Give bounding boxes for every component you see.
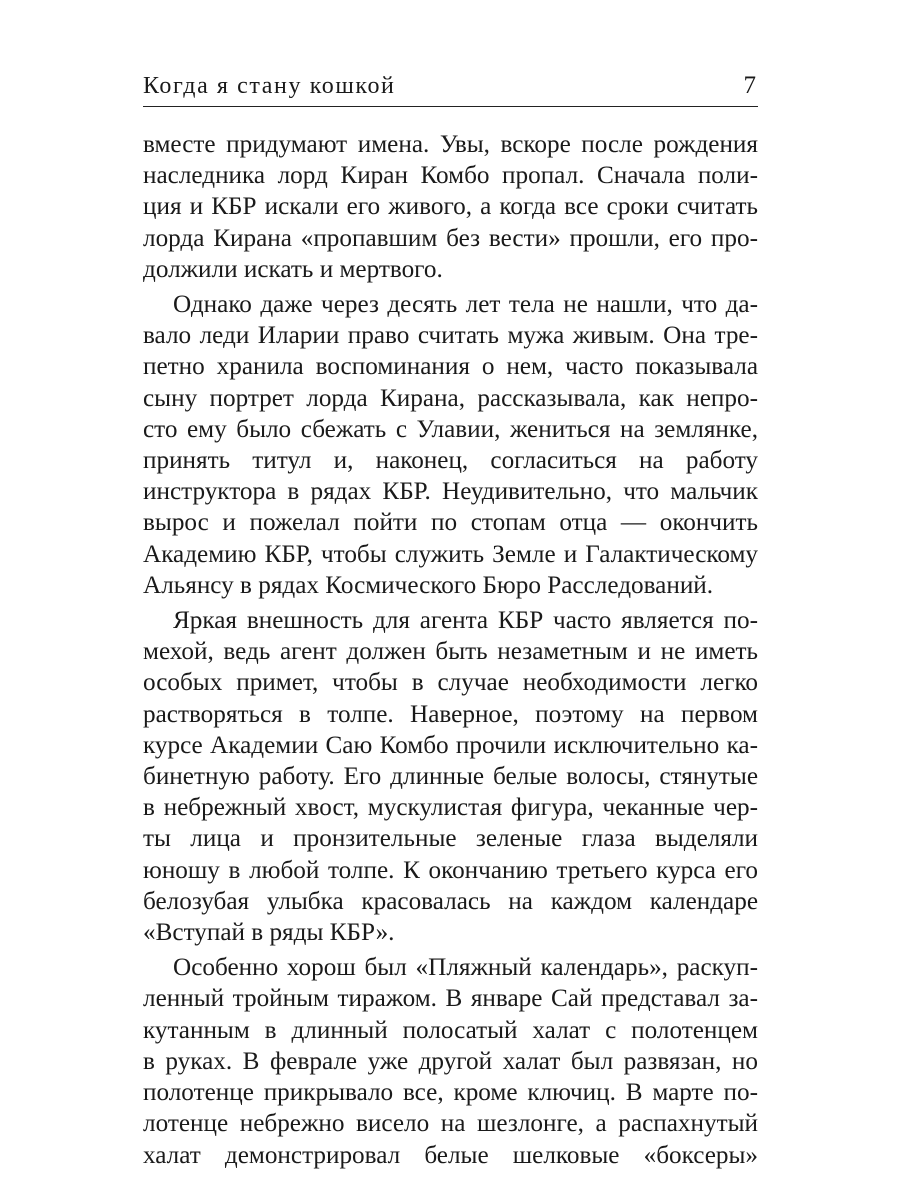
page-number: 7 bbox=[743, 72, 756, 99]
text-line: ты лица и пронзительные зеленые глаза выделяли bbox=[143, 825, 758, 853]
text-line: петно хранила воспоминания о нем, часто показывала bbox=[143, 353, 758, 381]
text-line: Яркая внешность для агента КБР часто является по- bbox=[173, 607, 758, 635]
text-line: наследника лорд Киран Комбо пропал. Сначала поли- bbox=[143, 162, 758, 190]
text-line: Особенно хорош был «Пляжный календарь», раскуп- bbox=[173, 954, 758, 982]
running-title: Когда я стану кошкой bbox=[143, 73, 396, 99]
text-line: в руках. В феврале уже другой халат был развязан, но bbox=[143, 1047, 758, 1075]
running-header bbox=[143, 60, 758, 107]
text-line: курсе Академии Саю Комбо прочили исключительно ка- bbox=[143, 731, 758, 759]
body-text bbox=[143, 129, 758, 1171]
text-line: вало леди Иларии право считать мужа живым. Она тре- bbox=[143, 322, 758, 350]
text-line: сто ему было сбежать с Улавии, жениться на землянке, bbox=[143, 415, 758, 443]
text-line: кутанным в длинный полосатый халат с полотенцем bbox=[143, 1016, 758, 1044]
paragraph bbox=[143, 952, 758, 1170]
paragraph bbox=[143, 129, 758, 285]
text-line: в небрежный хвост, мускулистая фигура, чеканные чер- bbox=[143, 794, 758, 822]
text-line: полотенце прикрывало все, кроме ключиц. В марте по- bbox=[143, 1079, 758, 1107]
text-line: инструктора в рядах КБР. Неудивительно, что мальчик bbox=[143, 478, 758, 506]
text-line: лорда Кирана «пропавшим без вести» прошли, его про- bbox=[143, 224, 758, 252]
text-line: мехой, ведь агент должен быть незаметным и не иметь bbox=[143, 638, 758, 666]
text-line: белозубая улыбка красовалась на каждом календаре bbox=[143, 887, 758, 915]
text-line: ция и КБР искали его живого, а когда все сроки считать bbox=[143, 193, 758, 221]
text-line: лотенце небрежно висело на шезлонге, а распахнутый bbox=[143, 1110, 758, 1138]
text-line: вместе придумают имена. Увы, вскоре после рождения bbox=[143, 131, 758, 158]
book-page bbox=[143, 60, 758, 1175]
text-line: Однако даже через десять лет тела не нашли, что да- bbox=[173, 291, 758, 319]
text-line: «Вступай в ряды КБР». bbox=[143, 919, 395, 947]
text-line: Академию КБР, чтобы служить Земле и Галактическому bbox=[143, 540, 758, 568]
paragraph bbox=[143, 289, 758, 601]
text-line: должили искать и мертвого. bbox=[143, 255, 443, 283]
text-line: юношу в любой толпе. К окончанию третьего курса его bbox=[143, 856, 758, 884]
paragraph bbox=[143, 605, 758, 948]
text-line: халат демонстрировал белые шелковые «боксеры» bbox=[143, 1141, 758, 1169]
text-line: особых примет, чтобы в случае необходимости легко bbox=[143, 669, 758, 697]
text-line: сыну портрет лорда Кирана, рассказывала, как непро- bbox=[143, 384, 758, 412]
text-line: растворяться в толпе. Наверное, поэтому на первом bbox=[143, 700, 758, 728]
text-line: вырос и пожелал пойти по стопам отца — окончить bbox=[143, 509, 758, 537]
text-line: ленный тройным тиражом. В январе Сай представал за- bbox=[143, 985, 758, 1013]
text-line: Альянсу в рядах Космического Бюро Расследований. bbox=[143, 571, 714, 599]
text-line: бинетную работу. Его длинные белые волосы, стянутые bbox=[143, 763, 758, 791]
text-line: принять титул и, наконец, согласиться на работу bbox=[143, 447, 758, 475]
